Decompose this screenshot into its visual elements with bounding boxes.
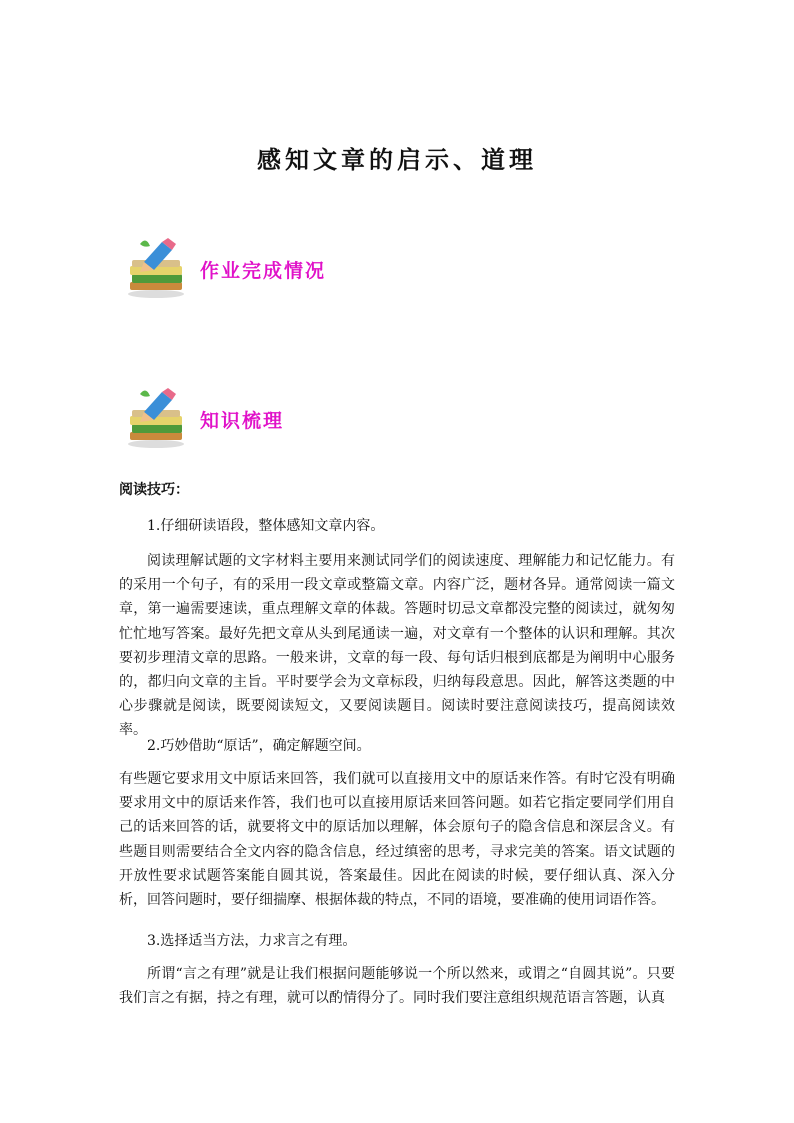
section-title: 作业完成情况	[200, 260, 327, 282]
item-heading: 2.巧妙借助“原话”，确定解题空间。	[147, 738, 371, 754]
book-pencil-icon	[126, 236, 190, 300]
subheading: 阅读技巧：	[119, 482, 189, 498]
paragraph: 所谓“言之有理”就是让我们根据问题能够说一个所以然来，或谓之“自圆其说”。只要我们言之有据，持之有理，就可以酌情得分了。同时我们要注意组织规范语言答题，认真	[119, 966, 675, 1007]
item-heading: 3.选择适当方法，力求言之有理。	[147, 933, 357, 949]
book-pencil-icon	[126, 386, 190, 450]
paragraph: 阅读理解试题的文字材料主要用来测试同学们的阅读速度、理解能力和记忆能力。有的采用一个句子，有的采用一段文章或整篇文章。内容广泛，题材各异。通常阅读一篇文章，第一遍需要速读，重点理解文章的体裁。答题时切忌文章都没完整的阅读过，就匆匆忙忙地写答案。最好先把文章从头到尾通读一遍，对文章有一个整体的认识和理解。其次要初步理清文章的思路。一般来讲，文章的每一段、每句话归根到底都是为阐明中心服务的，都归向文章的主旨。平时要学会为文章标段，归纳每段意思。因此，解答这类题的中心步骤就是阅读，既要阅读短文，又要阅读题目。阅读时要注意阅读技巧，提高阅读效率。	[119, 553, 675, 739]
section-header-homework	[126, 236, 526, 306]
section-header-knowledge	[126, 386, 526, 456]
paragraph: 有些题它要求用文中原话来回答，我们就可以直接用文中的原话来作答。有时它没有明确要求用文中的原话来作答，我们也可以直接用原话来回答问题。如若它指定要同学们用自己的话来回答的话，就要将文中的原话加以理解，体会原句子的隐含信息和深层含义。有些题目则需要结合全文内容的隐含信息，经过缜密的思考，寻求完美的答案。语文试题的开放性要求试题答案能自圆其说，答案最佳。因此在阅读的时候，要仔细认真、深入分析，回答问题时，要仔细揣摩、根据体裁的特点，不同的语境，要准确的使用词语作答。	[119, 771, 675, 909]
item-heading: 1.仔细研读语段，整体感知文章内容。	[147, 518, 385, 534]
page-title: 感知文章的启示、道理	[257, 145, 537, 174]
section-title: 知识梳理	[200, 410, 285, 432]
